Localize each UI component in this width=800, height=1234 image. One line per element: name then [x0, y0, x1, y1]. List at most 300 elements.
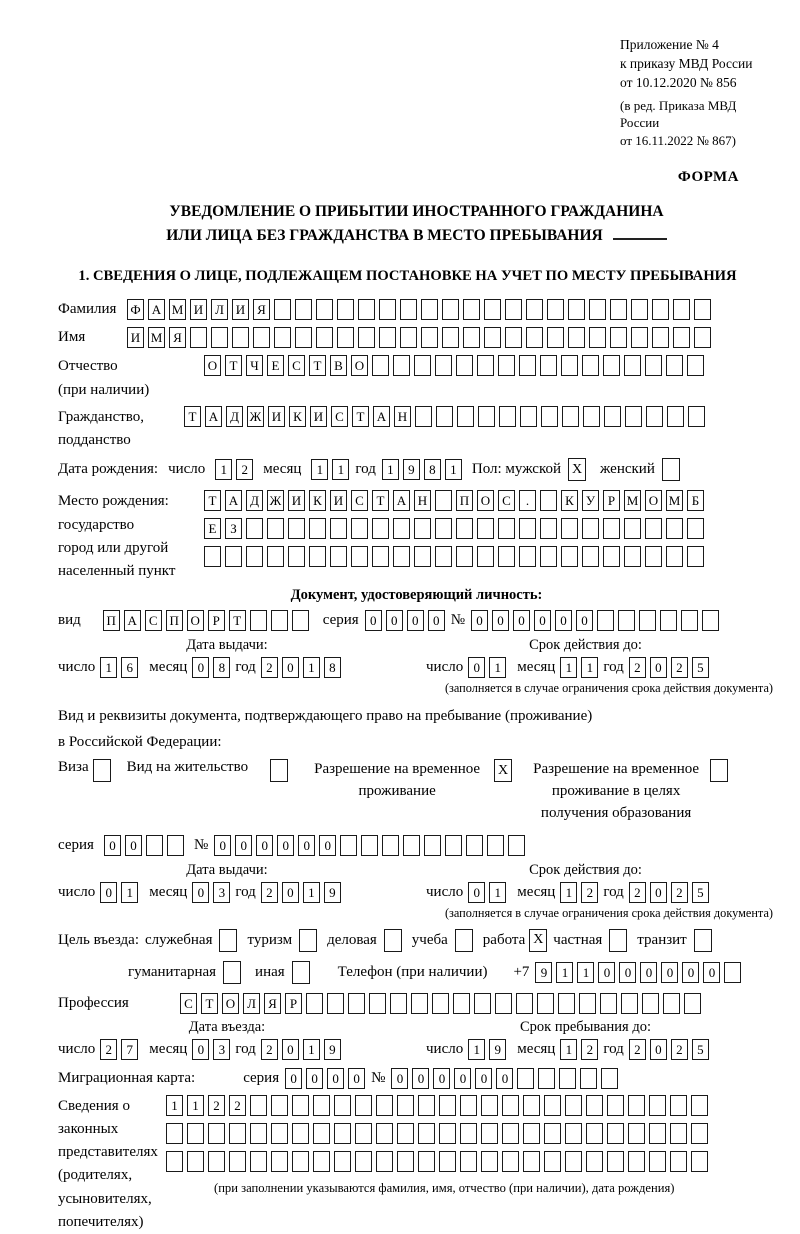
char-cell[interactable]	[562, 406, 579, 427]
char-cell[interactable]	[724, 962, 741, 983]
char-cell[interactable]	[691, 1123, 708, 1144]
char-cell[interactable]	[519, 546, 536, 567]
char-cell[interactable]	[432, 993, 449, 1014]
char-cell[interactable]: 0	[428, 610, 445, 631]
char-cell[interactable]: И	[232, 299, 249, 320]
char-cell[interactable]	[505, 327, 522, 348]
char-cell[interactable]	[376, 1151, 393, 1172]
char-cell[interactable]	[586, 1095, 603, 1116]
char-cell[interactable]: 0	[650, 657, 667, 678]
char-cell[interactable]: Р	[285, 993, 302, 1014]
char-cell[interactable]: 0	[468, 657, 485, 678]
char-cell[interactable]	[439, 1095, 456, 1116]
char-cell[interactable]	[208, 1151, 225, 1172]
char-cell[interactable]	[649, 1123, 666, 1144]
char-cell[interactable]	[565, 1095, 582, 1116]
char-cell[interactable]	[586, 1123, 603, 1144]
char-cell[interactable]	[666, 355, 683, 376]
char-cell[interactable]	[645, 518, 662, 539]
char-cell[interactable]	[327, 993, 344, 1014]
char-cell[interactable]	[547, 327, 564, 348]
char-cell[interactable]	[435, 355, 452, 376]
char-cell[interactable]	[628, 1151, 645, 1172]
char-cell[interactable]: П	[456, 490, 473, 511]
char-cell[interactable]	[414, 355, 431, 376]
char-cell[interactable]	[267, 518, 284, 539]
char-cell[interactable]	[582, 546, 599, 567]
char-cell[interactable]: 2	[671, 882, 688, 903]
char-cell[interactable]	[274, 327, 291, 348]
char-cell[interactable]	[558, 993, 575, 1014]
char-cell[interactable]	[418, 1123, 435, 1144]
char-cell[interactable]	[316, 299, 333, 320]
char-cell[interactable]	[358, 327, 375, 348]
char-cell[interactable]	[519, 355, 536, 376]
char-cell[interactable]	[436, 406, 453, 427]
char-cell[interactable]	[582, 518, 599, 539]
char-cell[interactable]: О	[645, 490, 662, 511]
char-cell[interactable]: А	[373, 406, 390, 427]
char-cell[interactable]	[463, 327, 480, 348]
char-cell[interactable]	[484, 327, 501, 348]
char-cell[interactable]	[544, 1123, 561, 1144]
char-cell[interactable]: Н	[414, 490, 431, 511]
char-cell[interactable]: 1	[121, 882, 138, 903]
char-cell[interactable]	[474, 993, 491, 1014]
char-cell[interactable]: 1	[489, 882, 506, 903]
char-cell[interactable]	[204, 546, 221, 567]
char-cell[interactable]	[295, 327, 312, 348]
char-cell[interactable]	[684, 993, 701, 1014]
char-cell[interactable]	[393, 355, 410, 376]
char-cell[interactable]: Т	[184, 406, 201, 427]
char-cell[interactable]	[601, 1068, 618, 1089]
char-cell[interactable]: Т	[225, 355, 242, 376]
char-cell[interactable]: О	[351, 355, 368, 376]
char-cell[interactable]	[603, 546, 620, 567]
char-cell[interactable]	[477, 518, 494, 539]
char-cell[interactable]	[376, 1095, 393, 1116]
char-cell[interactable]: Я	[264, 993, 281, 1014]
char-cell[interactable]: В	[330, 355, 347, 376]
char-cell[interactable]	[687, 518, 704, 539]
char-cell[interactable]: 0	[365, 610, 382, 631]
char-cell[interactable]: 2	[261, 657, 278, 678]
char-cell[interactable]	[411, 993, 428, 1014]
char-cell[interactable]	[393, 518, 410, 539]
char-cell[interactable]	[393, 546, 410, 567]
char-cell[interactable]	[460, 1151, 477, 1172]
char-cell[interactable]: 2	[671, 657, 688, 678]
char-cell[interactable]: 0	[412, 1068, 429, 1089]
char-cell[interactable]	[498, 518, 515, 539]
char-cell[interactable]	[250, 1151, 267, 1172]
char-cell[interactable]	[435, 490, 452, 511]
char-cell[interactable]: А	[148, 299, 165, 320]
char-cell[interactable]: 0	[433, 1068, 450, 1089]
char-cell[interactable]: 9	[489, 1039, 506, 1060]
char-cell[interactable]: 2	[581, 1039, 598, 1060]
char-cell[interactable]: 1	[560, 1039, 577, 1060]
char-cell[interactable]: 8	[324, 657, 341, 678]
char-cell[interactable]	[340, 835, 357, 856]
char-cell[interactable]	[146, 835, 163, 856]
char-cell[interactable]	[691, 1151, 708, 1172]
char-cell[interactable]: 0	[235, 835, 252, 856]
char-cell[interactable]: 0	[513, 610, 530, 631]
char-cell[interactable]: 1	[468, 1039, 485, 1060]
char-cell[interactable]	[382, 835, 399, 856]
char-cell[interactable]	[673, 299, 690, 320]
char-cell[interactable]	[442, 327, 459, 348]
char-cell[interactable]	[673, 327, 690, 348]
char-cell[interactable]	[400, 299, 417, 320]
char-cell[interactable]	[666, 546, 683, 567]
char-cell[interactable]	[610, 327, 627, 348]
char-cell[interactable]	[361, 835, 378, 856]
char-cell[interactable]	[456, 546, 473, 567]
char-cell[interactable]	[271, 610, 288, 631]
char-cell[interactable]: 0	[104, 835, 121, 856]
char-cell[interactable]	[631, 327, 648, 348]
char-cell[interactable]	[477, 546, 494, 567]
char-cell[interactable]	[418, 1095, 435, 1116]
char-cell[interactable]	[523, 1151, 540, 1172]
char-cell[interactable]	[334, 1151, 351, 1172]
char-cell[interactable]: Л	[211, 299, 228, 320]
char-cell[interactable]: 3	[213, 1039, 230, 1060]
char-cell[interactable]	[421, 299, 438, 320]
char-cell[interactable]	[625, 406, 642, 427]
char-cell[interactable]: 2	[208, 1095, 225, 1116]
char-cell[interactable]: 9	[324, 1039, 341, 1060]
char-cell[interactable]: Ж	[267, 490, 284, 511]
char-cell[interactable]: Б	[687, 490, 704, 511]
char-cell[interactable]: 2	[629, 657, 646, 678]
char-cell[interactable]: А	[393, 490, 410, 511]
char-cell[interactable]: 1	[560, 657, 577, 678]
char-cell[interactable]	[330, 518, 347, 539]
char-cell[interactable]	[292, 1123, 309, 1144]
char-cell[interactable]	[313, 1151, 330, 1172]
char-cell[interactable]: 2	[671, 1039, 688, 1060]
char-cell[interactable]	[667, 406, 684, 427]
char-cell[interactable]	[397, 1123, 414, 1144]
char-cell[interactable]	[253, 327, 270, 348]
char-cell[interactable]	[309, 546, 326, 567]
char-cell[interactable]: К	[289, 406, 306, 427]
char-cell[interactable]	[523, 1095, 540, 1116]
char-cell[interactable]	[579, 993, 596, 1014]
char-cell[interactable]	[397, 1151, 414, 1172]
char-cell[interactable]	[505, 299, 522, 320]
char-cell[interactable]	[544, 1151, 561, 1172]
char-cell[interactable]	[271, 1095, 288, 1116]
char-cell[interactable]: И	[268, 406, 285, 427]
char-cell[interactable]	[541, 406, 558, 427]
char-cell[interactable]	[568, 299, 585, 320]
char-cell[interactable]: С	[331, 406, 348, 427]
char-cell[interactable]: 1	[581, 657, 598, 678]
char-cell[interactable]	[274, 299, 291, 320]
char-cell[interactable]	[517, 1068, 534, 1089]
char-cell[interactable]	[355, 1123, 372, 1144]
char-cell[interactable]	[561, 546, 578, 567]
char-cell[interactable]: Т	[372, 490, 389, 511]
char-cell[interactable]	[624, 546, 641, 567]
char-cell[interactable]: М	[148, 327, 165, 348]
char-cell[interactable]	[250, 1123, 267, 1144]
char-cell[interactable]: 2	[236, 459, 253, 480]
char-cell[interactable]	[229, 1151, 246, 1172]
char-cell[interactable]: С	[351, 490, 368, 511]
male-checkbox[interactable]: X	[568, 458, 586, 481]
char-cell[interactable]: 0	[391, 1068, 408, 1089]
char-cell[interactable]	[225, 546, 242, 567]
char-cell[interactable]: 1	[577, 962, 594, 983]
char-cell[interactable]: 1	[311, 459, 328, 480]
char-cell[interactable]	[439, 1151, 456, 1172]
char-cell[interactable]: П	[103, 610, 120, 631]
char-cell[interactable]: С	[498, 490, 515, 511]
char-cell[interactable]	[666, 518, 683, 539]
char-cell[interactable]	[610, 299, 627, 320]
char-cell[interactable]: 1	[489, 657, 506, 678]
char-cell[interactable]	[631, 299, 648, 320]
char-cell[interactable]	[445, 835, 462, 856]
char-cell[interactable]	[565, 1151, 582, 1172]
char-cell[interactable]: О	[204, 355, 221, 376]
char-cell[interactable]	[652, 327, 669, 348]
char-cell[interactable]	[435, 518, 452, 539]
char-cell[interactable]: У	[582, 490, 599, 511]
char-cell[interactable]	[516, 993, 533, 1014]
char-cell[interactable]	[456, 355, 473, 376]
char-cell[interactable]	[645, 546, 662, 567]
char-cell[interactable]	[691, 1095, 708, 1116]
char-cell[interactable]	[688, 406, 705, 427]
char-cell[interactable]	[166, 1123, 183, 1144]
char-cell[interactable]: 2	[261, 882, 278, 903]
char-cell[interactable]	[271, 1151, 288, 1172]
char-cell[interactable]: Е	[204, 518, 221, 539]
char-cell[interactable]	[358, 299, 375, 320]
char-cell[interactable]	[292, 1095, 309, 1116]
char-cell[interactable]: 0	[534, 610, 551, 631]
char-cell[interactable]	[403, 835, 420, 856]
char-cell[interactable]: А	[124, 610, 141, 631]
char-cell[interactable]	[624, 518, 641, 539]
char-cell[interactable]	[351, 518, 368, 539]
char-cell[interactable]	[229, 1123, 246, 1144]
private-checkbox[interactable]	[609, 929, 627, 952]
char-cell[interactable]: К	[309, 490, 326, 511]
char-cell[interactable]: 0	[475, 1068, 492, 1089]
char-cell[interactable]: О	[187, 610, 204, 631]
char-cell[interactable]: 1	[166, 1095, 183, 1116]
char-cell[interactable]	[390, 993, 407, 1014]
char-cell[interactable]	[547, 299, 564, 320]
char-cell[interactable]	[466, 835, 483, 856]
char-cell[interactable]: С	[145, 610, 162, 631]
char-cell[interactable]	[355, 1151, 372, 1172]
char-cell[interactable]: Ж	[247, 406, 264, 427]
char-cell[interactable]: Я	[169, 327, 186, 348]
char-cell[interactable]: И	[190, 299, 207, 320]
char-cell[interactable]	[292, 1151, 309, 1172]
other-purpose-checkbox[interactable]	[292, 961, 310, 984]
char-cell[interactable]	[379, 327, 396, 348]
char-cell[interactable]	[376, 1123, 393, 1144]
char-cell[interactable]	[649, 1151, 666, 1172]
char-cell[interactable]	[316, 327, 333, 348]
char-cell[interactable]	[607, 1151, 624, 1172]
char-cell[interactable]: 0	[661, 962, 678, 983]
char-cell[interactable]	[208, 1123, 225, 1144]
char-cell[interactable]: 1	[303, 657, 320, 678]
char-cell[interactable]: 0	[555, 610, 572, 631]
char-cell[interactable]	[670, 1095, 687, 1116]
char-cell[interactable]: М	[624, 490, 641, 511]
char-cell[interactable]: 0	[468, 882, 485, 903]
char-cell[interactable]: 2	[581, 882, 598, 903]
char-cell[interactable]	[439, 1123, 456, 1144]
char-cell[interactable]: 5	[692, 882, 709, 903]
char-cell[interactable]	[435, 546, 452, 567]
char-cell[interactable]: Т	[204, 490, 221, 511]
char-cell[interactable]	[250, 1095, 267, 1116]
char-cell[interactable]	[582, 355, 599, 376]
char-cell[interactable]: 9	[535, 962, 552, 983]
char-cell[interactable]	[487, 835, 504, 856]
char-cell[interactable]: 0	[214, 835, 231, 856]
char-cell[interactable]: П	[166, 610, 183, 631]
char-cell[interactable]: И	[310, 406, 327, 427]
char-cell[interactable]	[481, 1123, 498, 1144]
char-cell[interactable]: 9	[324, 882, 341, 903]
char-cell[interactable]	[597, 610, 614, 631]
char-cell[interactable]: 2	[629, 882, 646, 903]
char-cell[interactable]	[369, 993, 386, 1014]
char-cell[interactable]	[330, 546, 347, 567]
char-cell[interactable]	[292, 610, 309, 631]
char-cell[interactable]: Е	[267, 355, 284, 376]
char-cell[interactable]	[603, 518, 620, 539]
char-cell[interactable]	[589, 299, 606, 320]
char-cell[interactable]	[442, 299, 459, 320]
char-cell[interactable]: К	[561, 490, 578, 511]
char-cell[interactable]	[295, 299, 312, 320]
char-cell[interactable]	[660, 610, 677, 631]
char-cell[interactable]	[463, 299, 480, 320]
char-cell[interactable]: 1	[445, 459, 462, 480]
char-cell[interactable]: Д	[246, 490, 263, 511]
char-cell[interactable]: 0	[496, 1068, 513, 1089]
char-cell[interactable]	[565, 1123, 582, 1144]
char-cell[interactable]	[520, 406, 537, 427]
char-cell[interactable]	[481, 1151, 498, 1172]
official-checkbox[interactable]	[219, 929, 237, 952]
char-cell[interactable]	[621, 993, 638, 1014]
char-cell[interactable]: 1	[382, 459, 399, 480]
char-cell[interactable]: 0	[682, 962, 699, 983]
char-cell[interactable]	[187, 1151, 204, 1172]
char-cell[interactable]	[646, 406, 663, 427]
char-cell[interactable]: Т	[229, 610, 246, 631]
char-cell[interactable]	[607, 1095, 624, 1116]
char-cell[interactable]: И	[330, 490, 347, 511]
char-cell[interactable]: Н	[394, 406, 411, 427]
char-cell[interactable]: 2	[229, 1095, 246, 1116]
work-checkbox[interactable]: X	[529, 929, 547, 952]
char-cell[interactable]	[538, 1068, 555, 1089]
char-cell[interactable]: 0	[492, 610, 509, 631]
char-cell[interactable]: 1	[556, 962, 573, 983]
char-cell[interactable]	[313, 1095, 330, 1116]
char-cell[interactable]	[424, 835, 441, 856]
char-cell[interactable]: 0	[576, 610, 593, 631]
char-cell[interactable]	[604, 406, 621, 427]
char-cell[interactable]	[502, 1123, 519, 1144]
char-cell[interactable]	[334, 1095, 351, 1116]
char-cell[interactable]: 0	[282, 657, 299, 678]
char-cell[interactable]	[670, 1151, 687, 1172]
char-cell[interactable]	[309, 518, 326, 539]
char-cell[interactable]	[687, 355, 704, 376]
char-cell[interactable]: 0	[348, 1068, 365, 1089]
char-cell[interactable]	[580, 1068, 597, 1089]
char-cell[interactable]	[421, 327, 438, 348]
char-cell[interactable]	[568, 327, 585, 348]
char-cell[interactable]	[477, 355, 494, 376]
char-cell[interactable]	[457, 406, 474, 427]
char-cell[interactable]	[508, 835, 525, 856]
char-cell[interactable]: 0	[282, 882, 299, 903]
char-cell[interactable]	[166, 1151, 183, 1172]
char-cell[interactable]	[649, 1095, 666, 1116]
char-cell[interactable]: С	[180, 993, 197, 1014]
char-cell[interactable]	[453, 993, 470, 1014]
char-cell[interactable]: 0	[650, 1039, 667, 1060]
char-cell[interactable]: И	[288, 490, 305, 511]
char-cell[interactable]: 6	[121, 657, 138, 678]
char-cell[interactable]	[561, 355, 578, 376]
char-cell[interactable]: Р	[603, 490, 620, 511]
char-cell[interactable]: 0	[454, 1068, 471, 1089]
char-cell[interactable]: 5	[692, 657, 709, 678]
char-cell[interactable]: Д	[226, 406, 243, 427]
char-cell[interactable]	[400, 327, 417, 348]
char-cell[interactable]: 0	[285, 1068, 302, 1089]
char-cell[interactable]: 0	[125, 835, 142, 856]
char-cell[interactable]: Ч	[246, 355, 263, 376]
humanitarian-checkbox[interactable]	[223, 961, 241, 984]
char-cell[interactable]	[460, 1095, 477, 1116]
char-cell[interactable]	[687, 546, 704, 567]
study-checkbox[interactable]	[455, 929, 473, 952]
char-cell[interactable]	[559, 1068, 576, 1089]
char-cell[interactable]	[414, 518, 431, 539]
char-cell[interactable]	[624, 355, 641, 376]
char-cell[interactable]: 9	[403, 459, 420, 480]
visa-checkbox[interactable]	[93, 759, 111, 782]
char-cell[interactable]: 0	[306, 1068, 323, 1089]
char-cell[interactable]	[663, 993, 680, 1014]
temp-residence-education-checkbox[interactable]	[710, 759, 728, 782]
char-cell[interactable]: 5	[692, 1039, 709, 1060]
char-cell[interactable]	[652, 299, 669, 320]
char-cell[interactable]: 0	[386, 610, 403, 631]
